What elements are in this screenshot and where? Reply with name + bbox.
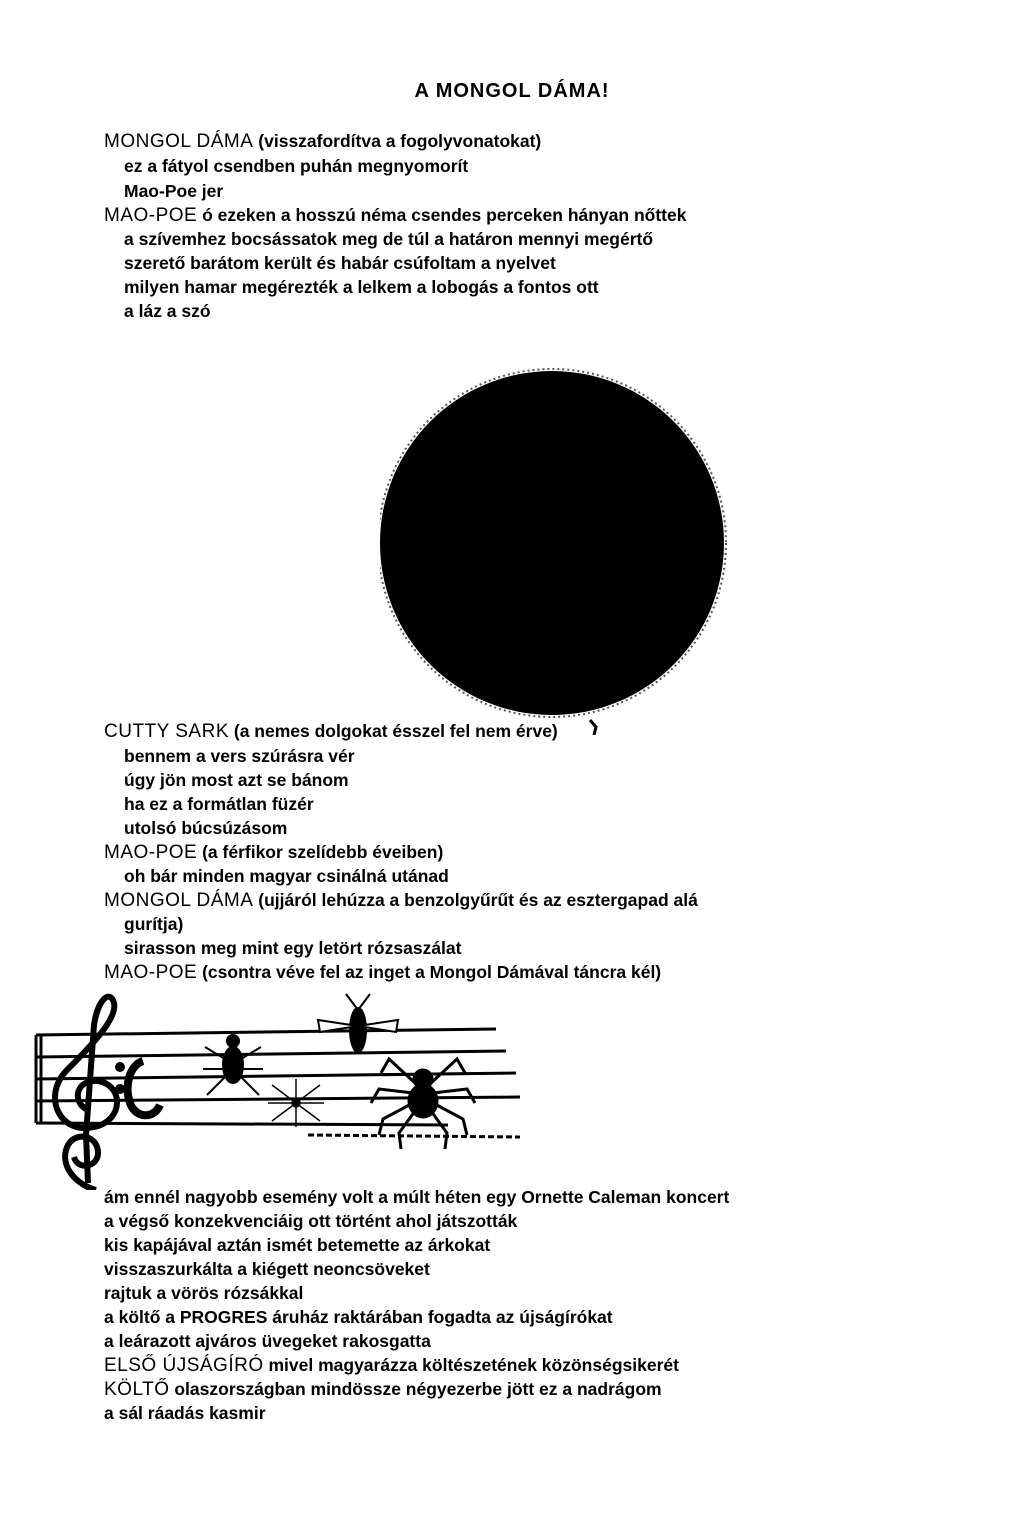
text-line — [104, 1330, 431, 1353]
line-text: visszaszurkálta a kiégett neoncsöveket — [104, 1259, 430, 1279]
speaker-name: MONGOL DÁMA — [104, 131, 254, 152]
speaker-name: CUTTY SARK — [104, 721, 230, 742]
text-line — [104, 961, 661, 984]
text-line — [124, 769, 349, 792]
line-text: (ujjáról lehúzza a benzolgyűrűt és az esztergapad alá — [253, 890, 698, 910]
line-text: kis kapájával aztán ismét betemette az árkokat — [104, 1235, 491, 1255]
text-line — [104, 720, 558, 743]
text-line — [124, 300, 211, 323]
text-line — [104, 1354, 679, 1377]
line-text: Mao-Poe jer — [124, 181, 224, 201]
text-line — [104, 1234, 490, 1257]
line-text: (a férfikor szelídebb éveiben) — [197, 842, 444, 862]
line-text: a végső konzekvenciáig ott történt ahol játszották — [104, 1211, 518, 1231]
line-text: olaszországban mindössze négyezerbe jött ez a nadrágom — [169, 1379, 662, 1399]
text-line — [104, 1186, 729, 1209]
line-text: (csontra véve fel az inget a Mongol Dámával táncra kél) — [197, 962, 662, 982]
line-text: a sál ráadás kasmir — [104, 1403, 266, 1423]
line-text: sirasson meg mint egy letört rózsaszálat — [124, 938, 462, 958]
text-line — [124, 793, 314, 816]
speaker-name: KÖLTŐ — [104, 1379, 170, 1400]
text-line — [124, 155, 468, 178]
speaker-name: MAO-POE — [104, 842, 198, 863]
line-text: a költő a PROGRES áruház raktárában fogadta az újságírókat — [104, 1307, 613, 1327]
line-text: ha ez a formátlan füzér — [124, 794, 314, 814]
line-text: a láz a szó — [124, 301, 211, 321]
line-text: utolsó búcsúzásom — [124, 818, 288, 838]
text-line — [104, 1210, 517, 1233]
text-line — [124, 865, 449, 888]
text-line — [104, 841, 443, 864]
speaker-name: ELSŐ ÚJSÁGÍRÓ — [104, 1355, 264, 1376]
line-text: oh bár minden magyar csinálná utánad — [124, 866, 449, 886]
text-line — [124, 228, 653, 251]
music-staff-illustration — [28, 985, 538, 1190]
text-line — [124, 913, 183, 936]
line-text: gurítja) — [124, 914, 184, 934]
text-line — [124, 937, 461, 960]
text-line — [104, 1282, 303, 1305]
line-text: (visszafordítva a fogolyvonatokat) — [253, 131, 542, 151]
line-text: mivel magyarázza költészetének közönségsikerét — [263, 1355, 679, 1375]
text-line — [104, 204, 686, 227]
text-line — [104, 889, 698, 912]
line-text: ám ennél nagyobb esemény volt a múlt héten egy Ornette Caleman koncert — [104, 1187, 730, 1207]
line-text: a szívemhez bocsássatok meg de túl a határon mennyi megértő — [124, 229, 654, 249]
speaker-name: MAO-POE — [104, 205, 198, 226]
text-line — [104, 130, 541, 153]
line-text: szerető barátom került és habár csúfoltam a nyelvet — [124, 253, 556, 273]
line-text: rajtuk a vörös rózsákkal — [104, 1283, 304, 1303]
text-line — [124, 817, 287, 840]
line-text: (a nemes dolgokat ésszel fel nem érve) — [229, 721, 558, 741]
line-text: a leárazott ajváros üvegeket rakosgatta — [104, 1331, 431, 1351]
text-line — [124, 745, 355, 768]
page-title: A MONGOL DÁMA! — [414, 80, 610, 102]
speaker-name: MONGOL DÁMA — [104, 890, 254, 911]
black-disc-illustration — [380, 365, 740, 735]
line-text: úgy jön most azt se bánom — [124, 770, 349, 790]
speaker-name: MAO-POE — [104, 962, 198, 983]
line-text: ez a fátyol csendben puhán megnyomorít — [124, 156, 469, 176]
line-text: bennem a vers szúrásra vér — [124, 746, 355, 766]
text-line — [104, 1306, 613, 1329]
line-text: milyen hamar megérezték a lelkem a lobogás a fontos ott — [124, 277, 599, 297]
text-line — [124, 180, 223, 203]
text-line — [124, 276, 599, 299]
text-line — [124, 252, 556, 275]
text-line — [104, 1378, 662, 1401]
text-line — [104, 1402, 266, 1425]
text-line — [104, 1258, 430, 1281]
line-text: ó ezeken a hosszú néma csendes perceken hányan nőttek — [197, 205, 687, 225]
